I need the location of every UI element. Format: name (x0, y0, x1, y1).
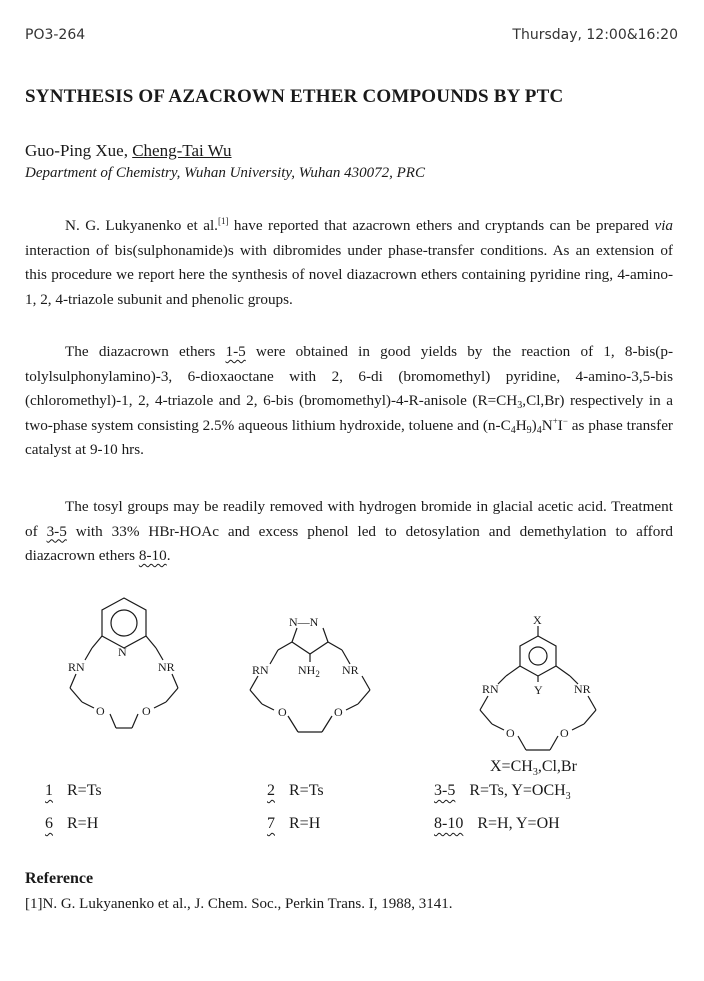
compound-7-label: 7 R=H (267, 815, 321, 832)
p2-text: ,Cl,Br) respectively in a two-phase system consisting 2.5% aqueous lithium hydroxide, toluene and (n-C (25, 392, 673, 434)
s2-nn: N—N (289, 615, 319, 629)
s1-o1: O (96, 704, 105, 718)
compound-ref: 1-5 (225, 343, 246, 360)
s3-y: Y (534, 683, 543, 697)
s2-o1: O (278, 705, 287, 719)
p1-text: have reported that azacrown ethers and cryptands can be prepared (228, 217, 655, 234)
affiliation: Department of Chemistry, Wuhan University, Wuhan 430072, PRC (25, 165, 425, 181)
s2-rn: RN (252, 663, 269, 677)
s1-o2: O (142, 704, 151, 718)
subscript: 4 (536, 424, 542, 436)
subscript: 3 (517, 400, 523, 411)
authors (25, 141, 232, 161)
p2-text: N (541, 416, 553, 434)
s2-nr: NR (342, 663, 359, 677)
paragraph-1 (25, 214, 673, 312)
author-1: Guo-Ping Xue, (25, 141, 128, 160)
p2-text: were obtained in good yields by the reaction of 1, 8-bis(p-tolylsulphonylamino)-3, 6-dioxaoctane with 2, 6-di (bromomethyl) pyridine, 4-amino-3,5-bis (chloromethyl)-1, 2, 4-triazole and 2, 6-bis (bromomethyl)-4-R-anisole (R=CH (25, 343, 674, 409)
s3-nr: NR (574, 682, 591, 696)
p1-text: interaction of bis(sulphonamide)s with dibromides under phase-transfer conditions. As an extension of this procedure we report here the synthesis of novel diazacrown ethers containing pyridine ring, 4-amino-1, 2, 4-triazole subunit and phenolic groups. (25, 241, 673, 308)
compound-6-label: 6 R=H (45, 815, 99, 832)
superscript: − (562, 415, 568, 426)
s1-nr: NR (158, 660, 175, 674)
reference-heading: Reference (25, 870, 94, 887)
header-time: Thursday, 12:00&16:20 (512, 27, 678, 43)
s3-o2: O (560, 726, 569, 740)
p2-text: I (557, 416, 563, 434)
p2-text: as phase transfer catalyst at 9-10 hrs. (25, 416, 673, 458)
s2-o2: O (334, 705, 343, 719)
p3-text: with 33% HBr-HOAc and excess phenol led to detosylation and demethylation to afford diazacrown ethers (25, 522, 673, 564)
p2-text: ) (531, 416, 537, 434)
subscript: 4 (510, 424, 516, 436)
paragraph-2 (25, 340, 673, 463)
s1-n: N (118, 645, 127, 659)
paragraph-3 (25, 495, 673, 569)
s2-nh2: $NH_2$ (298, 663, 320, 679)
compound-3-5-label: 3-5 R=Ts, $Y=OCH_3$ (434, 782, 571, 803)
x-substituent-label: $X=CH_3,Cl,Br$ (490, 758, 577, 779)
structure-1-pyridine-crown (60, 590, 200, 750)
reference-1: [1]N. G. Lukyanenko et al., J. Chem. Soc., Perkin Trans. I, 1988, 3141. (25, 896, 453, 912)
paper-title: SYNTHESIS OF AZACROWN ETHER COMPOUNDS BY PTC (25, 86, 564, 107)
p2-text: The diazacrown ethers (65, 343, 226, 360)
compound-ref: 3-5 (46, 522, 67, 540)
s3-x: X (533, 613, 542, 627)
structure-2-triazole-crown (240, 610, 380, 750)
s3-rn: RN (482, 682, 499, 696)
s1-rn: RN (68, 660, 85, 674)
p1-text: N. G. Lukyanenko et al. (65, 217, 218, 234)
citation-ref: [1] (217, 216, 229, 226)
p3-text: The tosyl groups may be readily removed with hydrogen bromide in glacial acetic acid. Treatment of (25, 498, 673, 540)
header-code: PO3-264 (25, 27, 86, 43)
compound-ref: 8-10 (138, 547, 167, 564)
compound-1-label: 1 R=Ts (45, 782, 102, 799)
superscript: + (552, 415, 558, 426)
compound-8-10-label: 8-10 R=H, Y=OH (434, 815, 560, 832)
p2-text: H (515, 416, 527, 434)
author-2: Cheng-Tai Wu (132, 141, 232, 160)
structure-3-anisole-crown (470, 610, 610, 760)
compound-2-label: 2 R=Ts (267, 782, 324, 799)
s3-o1: O (506, 726, 515, 740)
subscript: 9 (526, 424, 532, 436)
p1-via: via (654, 217, 674, 234)
p3-text: . (166, 547, 171, 564)
